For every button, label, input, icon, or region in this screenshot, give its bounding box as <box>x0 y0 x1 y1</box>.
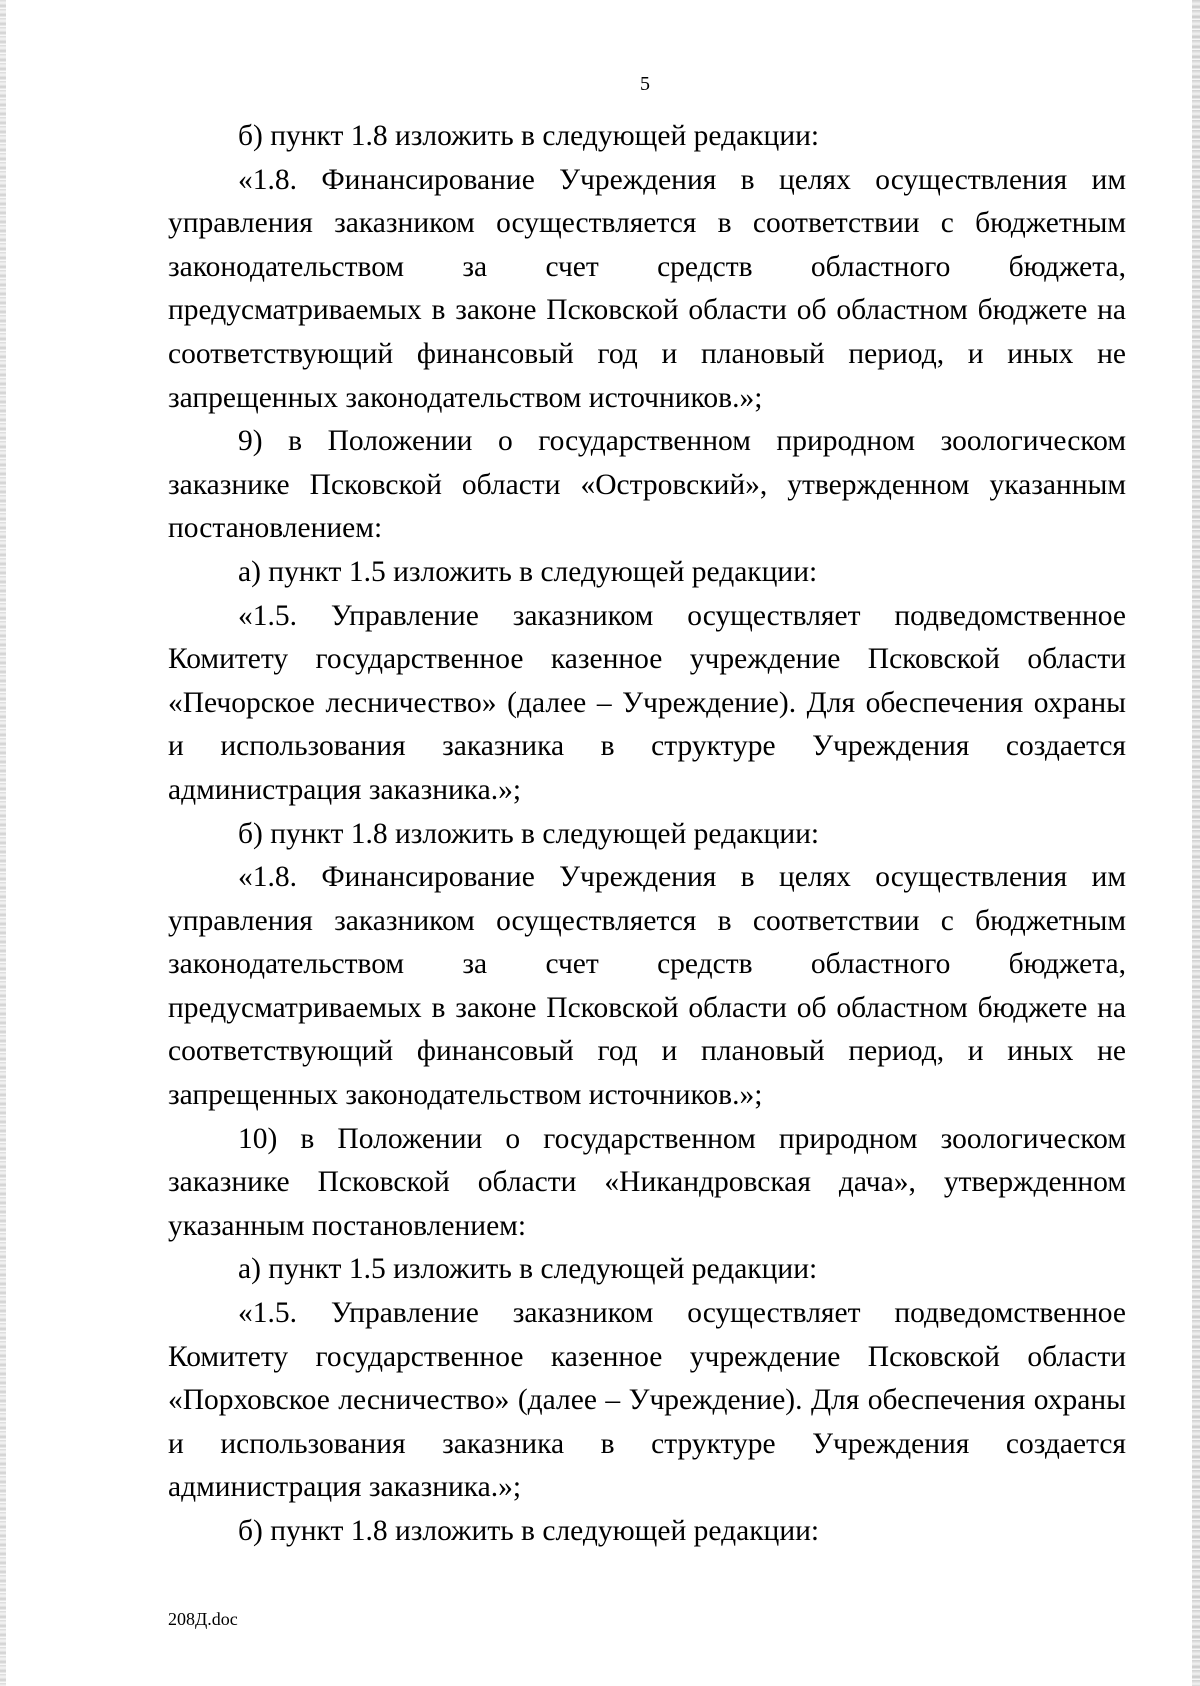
paragraph-1: б) пункт 1.8 изложить в следующей редакции: <box>238 120 820 152</box>
paragraph-7: «1.8. Финансирование Учреждения в целях осуществления им управления заказником осуществляется в соответствии с бюджетным законодательством за счет средств областного бюджета, предусматриваемых в законе Псковской области об областном бюджете на соответствующий финансовый год и плановый период, и иных не запрещенных законодательством источников.»; <box>168 861 1126 1112</box>
paragraph-6: б) пункт 1.8 изложить в следующей редакции: <box>238 817 820 850</box>
paragraph-9: а) пункт 1.5 изложить в следующей редакции: <box>238 1253 818 1286</box>
paragraph-4: а) пункт 1.5 изложить в следующей редакции: <box>238 555 818 588</box>
paragraph-5: «1.5. Управление заказником осуществляет подведомственное Комитету государственное казенное учреждение Псковской области «Печорское лесничество» (далее – Учреждение). Для обеспечения охраны и использования заказника в структуре Учреждения создается администрация заказника.»; <box>168 599 1126 806</box>
scan-edge-left <box>0 0 6 1686</box>
page-number: 5 <box>640 73 650 95</box>
paragraph-3: 9) в Положении о государственном природном зоологическом заказнике Псковской области «Островский», утвержденном указанным постановлением: <box>168 425 1126 545</box>
paragraph-2: «1.8. Финансирование Учреждения в целях осуществления им управления заказником осуществляется в соответствии с бюджетным законодательством за счет средств областного бюджета, предусматриваемых в законе Псковской области об областном бюджете на соответствующий финансовый год и плановый период, и иных не запрещенных законодательством источников.»; <box>168 163 1126 414</box>
document-body <box>168 115 1126 1554</box>
paragraph-8: 10) в Положении о государственном природном зоологическом заказнике Псковской области «Никандровская дача», утвержденном указанным постановлением: <box>168 1122 1126 1242</box>
paragraph-11: б) пункт 1.8 изложить в следующей редакции: <box>238 1515 820 1547</box>
scan-edge-right <box>1192 0 1200 1686</box>
footer-filename: 208Д.doc <box>168 1609 238 1629</box>
paragraph-10: «1.5. Управление заказником осуществляет подведомственное Комитету государственное казенное учреждение Псковской области «Порховское лесничество» (далее – Учреждение). Для обеспечения охраны и использования заказника в структуре Учреждения создается администрация заказника.»; <box>168 1297 1126 1504</box>
